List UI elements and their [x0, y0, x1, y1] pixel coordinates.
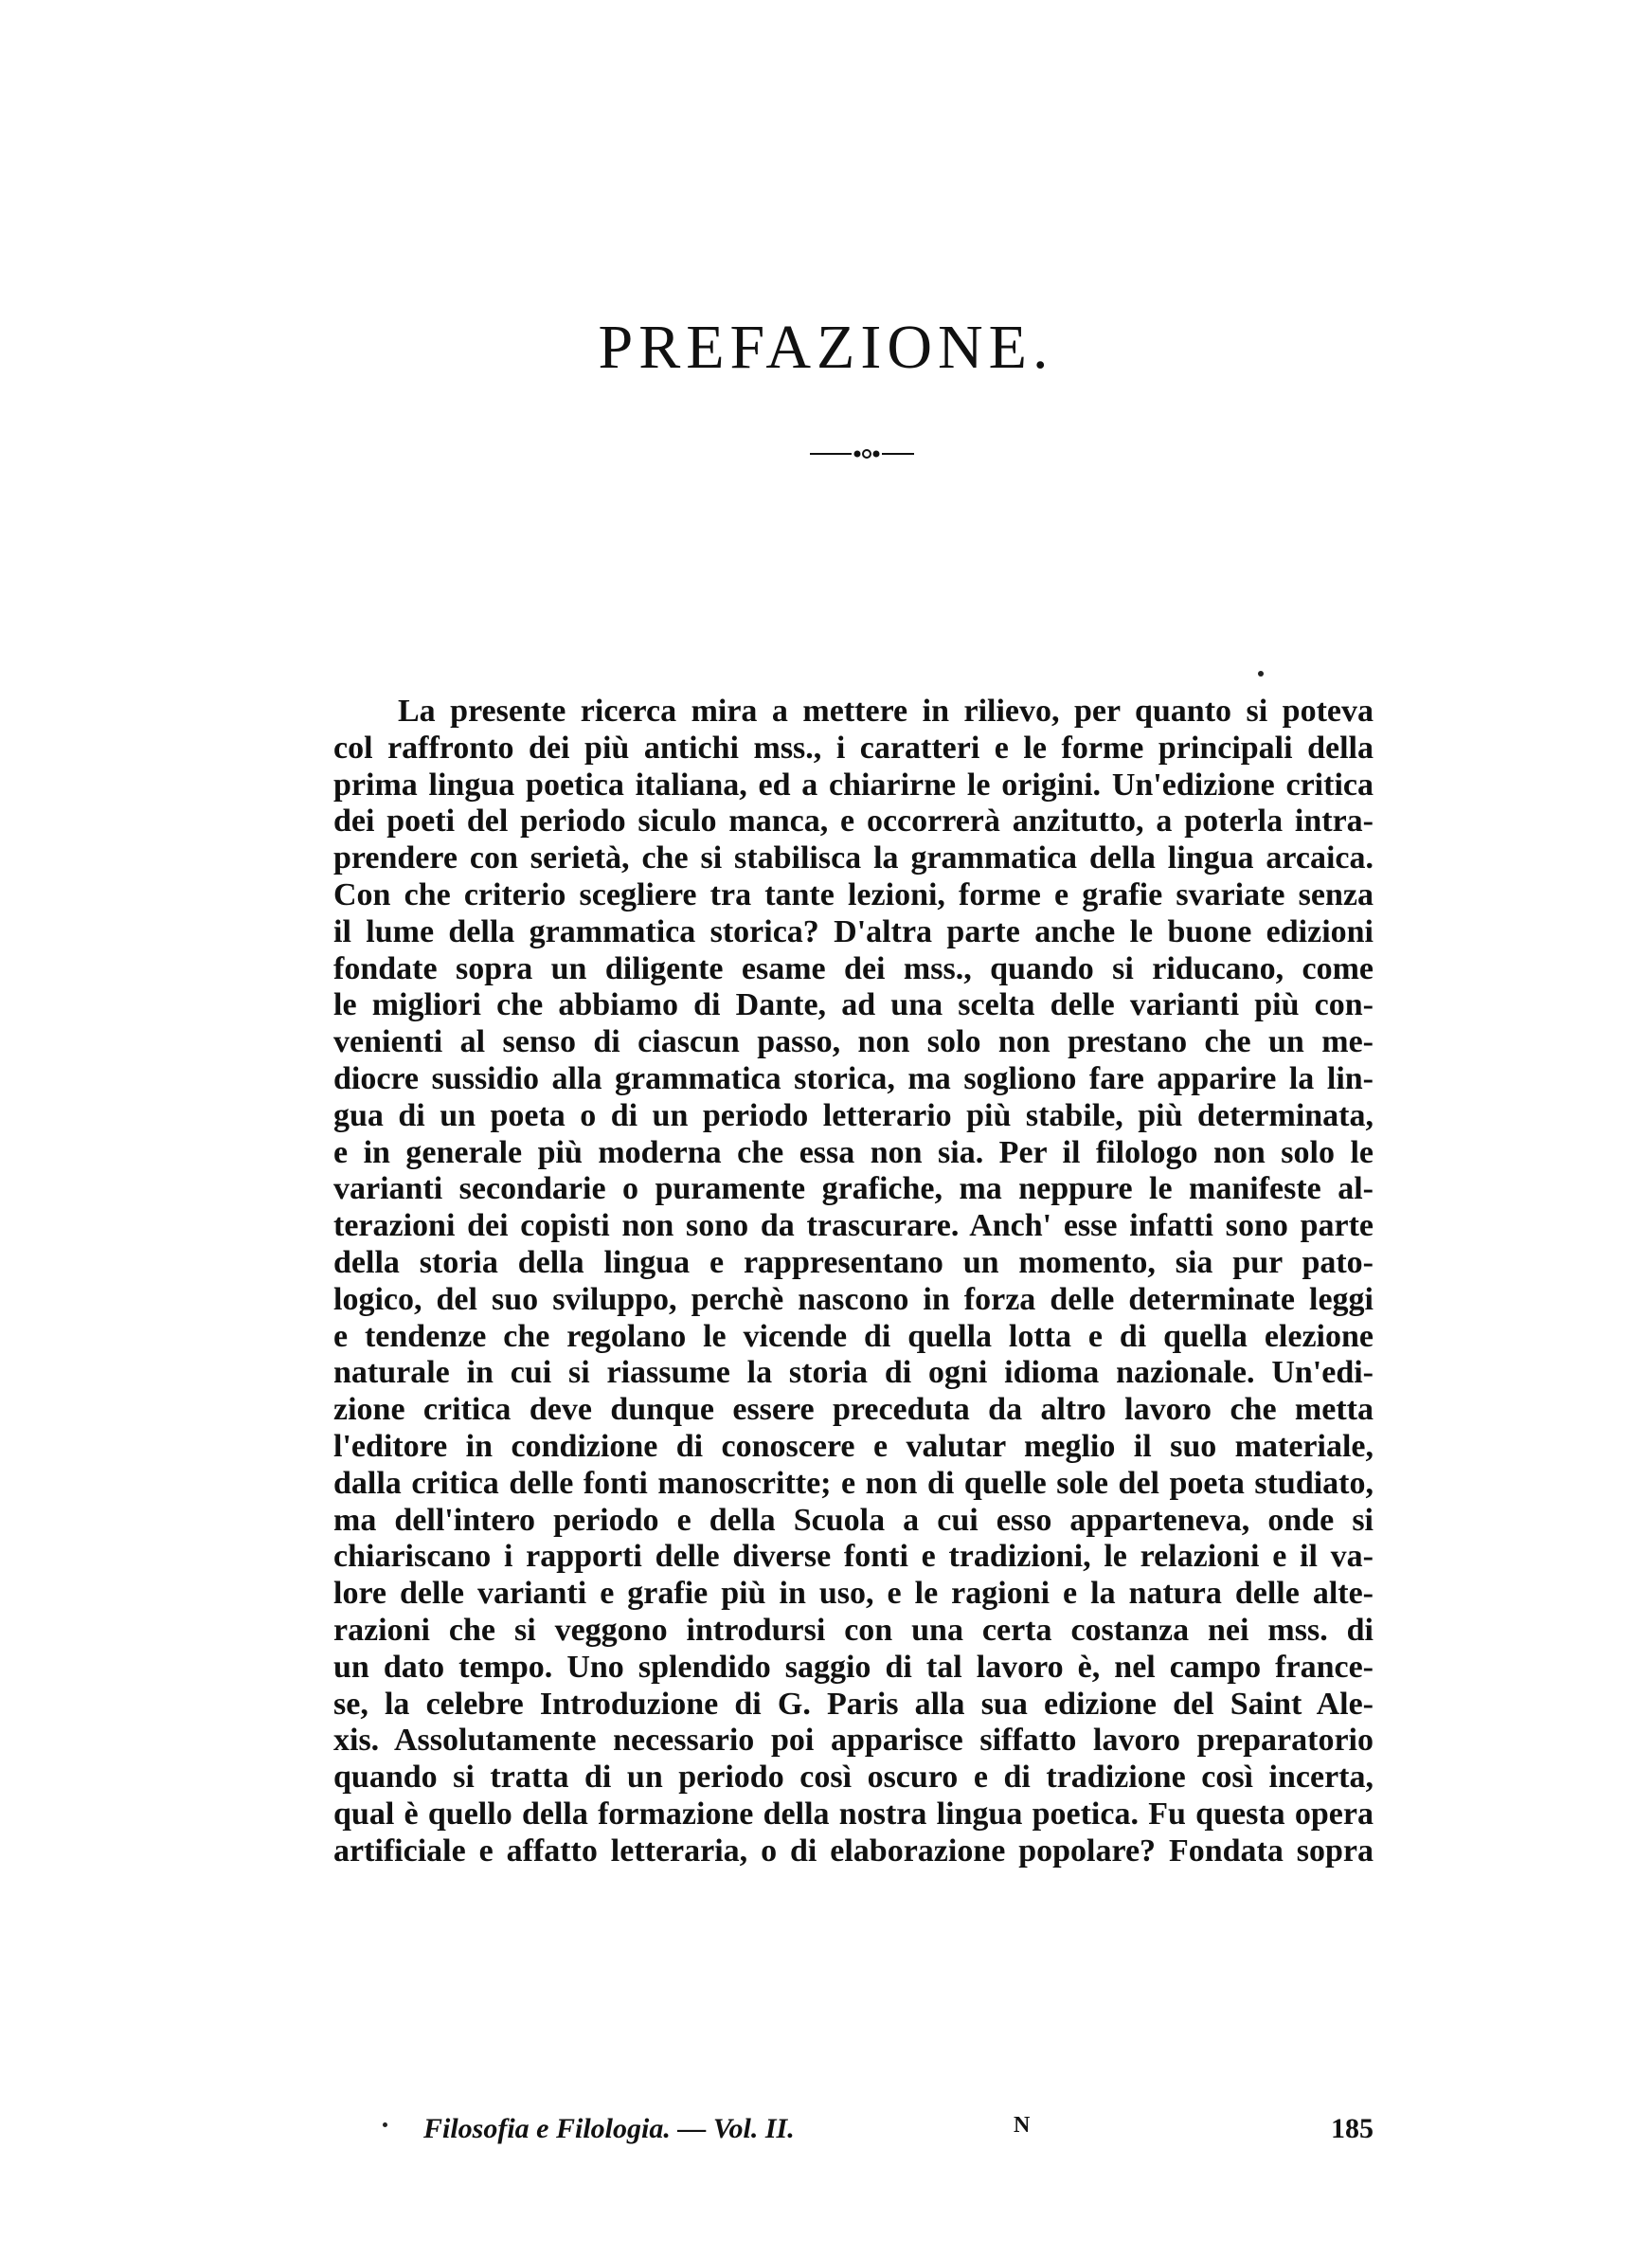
text-line: e in generale più moderna che essa non sia. Per il filologo non solo le	[333, 1134, 1374, 1170]
text-line: artificiale e affatto letteraria, o di elaborazione popolare? Fondata sopra	[333, 1833, 1374, 1869]
text-line: e tendenze che regolano le vicende di quella lotta e di quella elezione	[333, 1318, 1374, 1354]
text-line: diocre sussidio alla grammatica storica, ma sogliono fare apparire la lin-	[333, 1060, 1374, 1096]
footer-journal-title: Filosofia e Filologia. — Vol. II.	[423, 2113, 795, 2144]
page-number: 185	[1331, 2113, 1374, 2144]
text-line: se, la celebre Introduzione di G. Paris alla sua edizione del Saint Ale-	[333, 1686, 1374, 1722]
text-line: quando si tratta di un periodo così oscuro e di tradizione così incerta,	[333, 1760, 1374, 1796]
text-line: fondate sopra un diligente esame dei mss., quando si riducano, come	[333, 950, 1374, 986]
text-line: Con che criterio scegliere tra tante lezioni, forme e grafie svariate senza	[333, 876, 1374, 912]
text-line: razioni che si veggono introdursi con una certa costanza nei mss. di	[333, 1612, 1374, 1648]
text-line: col raffronto dei più antichi mss., i caratteri e le forme principali della	[333, 730, 1374, 766]
footer-dot	[383, 2122, 387, 2127]
text-line: dalla critica delle fonti manoscritte; e non di quelle sole del poeta studiato,	[333, 1465, 1374, 1501]
preface-body	[333, 694, 1374, 1870]
page-title: PREFAZIONE.	[598, 313, 1054, 383]
text-line: venienti al senso di ciascun passo, non solo non prestano che un me-	[333, 1024, 1374, 1060]
ornament-divider-icon	[810, 447, 914, 460]
text-line: La presente ricerca mira a mettere in rilievo, per quanto si poteva	[398, 694, 1374, 729]
stray-dot	[1258, 671, 1264, 677]
text-line: un dato tempo. Uno splendido saggio di tal lavoro è, nel campo france-	[333, 1649, 1374, 1685]
text-line: logico, del suo sviluppo, perchè nascono in forza delle determinate leggi	[333, 1281, 1374, 1317]
text-line: prima lingua poetica italiana, ed a chiarirne le origini. Un'edizione critica	[333, 767, 1374, 803]
text-line: varianti secondarie o puramente grafiche, ma neppure le manifeste al-	[333, 1171, 1374, 1207]
text-line: le migliori che abbiamo di Dante, ad una scelta delle varianti più con-	[333, 987, 1374, 1023]
text-line: gua di un poeta o di un periodo letterario più stabile, più determinata,	[333, 1097, 1374, 1133]
text-line: terazioni dei copisti non sono da trascurare. Anch' esse infatti sono parte	[333, 1208, 1374, 1244]
text-line: chiariscano i rapporti delle diverse fonti e tradizioni, le relazioni e il va-	[333, 1539, 1374, 1575]
text-line: ma dell'intero periodo e della Scuola a cui esso apparteneva, onde si	[333, 1502, 1374, 1538]
text-line: zione critica deve dunque essere preceduta da altro lavoro che metta	[333, 1392, 1374, 1428]
text-line: xis. Assolutamente necessario poi apparisce siffatto lavoro preparatorio	[333, 1723, 1374, 1759]
text-line: qual è quello della formazione della nostra lingua poetica. Fu questa opera	[333, 1796, 1374, 1832]
text-line: lore delle varianti e grafie più in uso, e le ragioni e la natura delle alte-	[333, 1576, 1374, 1612]
text-line: il lume della grammatica storica? D'altra parte anche le buone edizioni	[333, 913, 1374, 949]
text-line: dei poeti del periodo siculo manca, e occorrerà anzitutto, a poterla intra-	[333, 803, 1374, 840]
text-line: naturale in cui si riassume la storia di ogni idioma nazionale. Un'edi-	[333, 1355, 1374, 1391]
footer-signature-mark: N	[1014, 2113, 1031, 2138]
text-line: prendere con serietà, che si stabilisca la grammatica della lingua arcaica.	[333, 840, 1374, 876]
text-line: della storia della lingua e rappresentano un momento, sia pur pato-	[333, 1244, 1374, 1280]
text-line: l'editore in condizione di conoscere e valutar meglio il suo materiale,	[333, 1428, 1374, 1464]
page-footer	[333, 2113, 1374, 2151]
